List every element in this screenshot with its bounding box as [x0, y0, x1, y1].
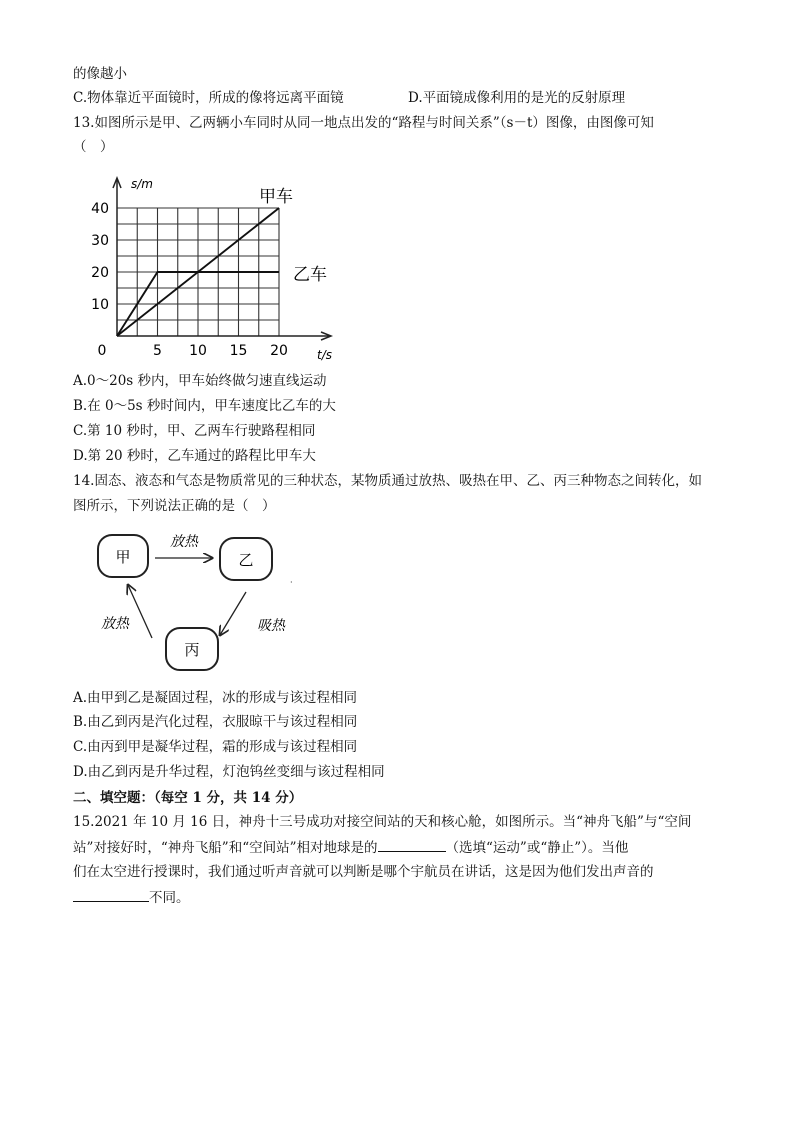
option-13d: D.第 20 秒时，乙车通过的路程比甲车大 — [73, 448, 316, 464]
stray-dot: · — [290, 578, 293, 587]
answer-blank-1[interactable] — [378, 837, 446, 852]
option-13c: C.第 10 秒时，甲、乙两车行驶路程相同 — [73, 423, 316, 439]
option-12d: D.平面镜成像利用的是光的反射原理 — [408, 90, 626, 106]
y-axis-label: s/m — [131, 177, 153, 191]
y-tick-label: 40 — [91, 201, 109, 217]
answer-blank-2[interactable] — [73, 887, 149, 902]
option-13b: B.在 0～5s 秒时间内，甲车速度比乙车的大 — [73, 398, 336, 414]
x-tick-label: 5 — [153, 343, 162, 359]
arrow-bing-to-jia — [128, 585, 152, 638]
question-14-cont: 图所示，下列说法正确的是（ ） — [73, 498, 276, 514]
option-12c: C.物体靠近平面镜时，所成的像将远离平面镜 — [73, 90, 344, 106]
option-14b: B.由乙到丙是汽化过程，衣服晾干与该过程相同 — [73, 714, 358, 730]
arrow-label-left: 放热 — [101, 616, 129, 632]
series-label-2: 乙车 — [293, 265, 327, 285]
option-14c: C.由丙到甲是凝华过程，霜的形成与该过程相同 — [73, 739, 358, 755]
state-box-jia — [98, 535, 148, 577]
x-tick-label: 10 — [189, 343, 207, 359]
x-axis-label: t/s — [317, 348, 332, 362]
y-tick-label: 30 — [91, 233, 109, 249]
arrow-label-right: 吸热 — [257, 618, 285, 634]
y-tick-label: 10 — [91, 297, 109, 313]
x-tick-label: 0 — [97, 343, 107, 359]
question-15-text-a: 站”对接好时，“神舟飞船”和“空间站”相对地球是的 — [73, 840, 378, 856]
x-tick-label: 20 — [270, 343, 288, 359]
x-tick-label: 15 — [229, 343, 248, 359]
question-14: 14.固态、液态和气态是物质常见的三种状态，某物质通过放热、吸热在甲、乙、丙三种物态之间转化，如 — [73, 473, 702, 489]
section-heading: 二、填空题：（每空 1 分，共 14 分） — [73, 790, 303, 806]
series-label-1: 甲车 — [259, 187, 293, 207]
state-label-yi: 乙 — [238, 551, 254, 569]
question-15-text-b: （选填“运动”或“静止”）。当他 — [445, 840, 629, 856]
state-box-bing — [166, 628, 218, 670]
state-label-jia: 甲 — [115, 548, 131, 566]
question-15-text-c: 不同。 — [149, 890, 190, 906]
state-label-bing: 丙 — [184, 641, 200, 659]
question-15-line3: 们在太空进行授课时，我们通过听声音就可以判断是哪个宇航员在讲话，这是因为他们发出声音的 — [73, 864, 654, 880]
question-15-line4 — [73, 887, 190, 908]
arrow-yi-to-bing — [220, 592, 246, 635]
text-line-1: 的像越小 — [73, 66, 127, 82]
question-15: 15.2021 年 10 月 16 日，神舟十三号成功对接空间站的天和核心舱，如图所示。当“神舟飞船”与“空间 — [73, 814, 692, 830]
arrow-label-top: 放热 — [170, 534, 198, 550]
option-13a: A.0～20s 秒内，甲车始终做匀速直线运动 — [73, 373, 327, 389]
question-13-bracket: （ ） — [73, 139, 114, 155]
state-box-yi — [220, 538, 272, 580]
question-15-line2 — [73, 837, 628, 858]
question-13: 13.如图所示是甲、乙两辆小车同时从同一地点出发的“路程与时间关系”（s－t）图像，由图像可知 — [73, 115, 654, 131]
option-14d: D.由乙到丙是升华过程，灯泡钨丝变细与该过程相同 — [73, 764, 385, 780]
option-14a: A.由甲到乙是凝固过程，冰的形成与该过程相同 — [73, 690, 358, 706]
y-tick-label: 20 — [91, 265, 109, 281]
